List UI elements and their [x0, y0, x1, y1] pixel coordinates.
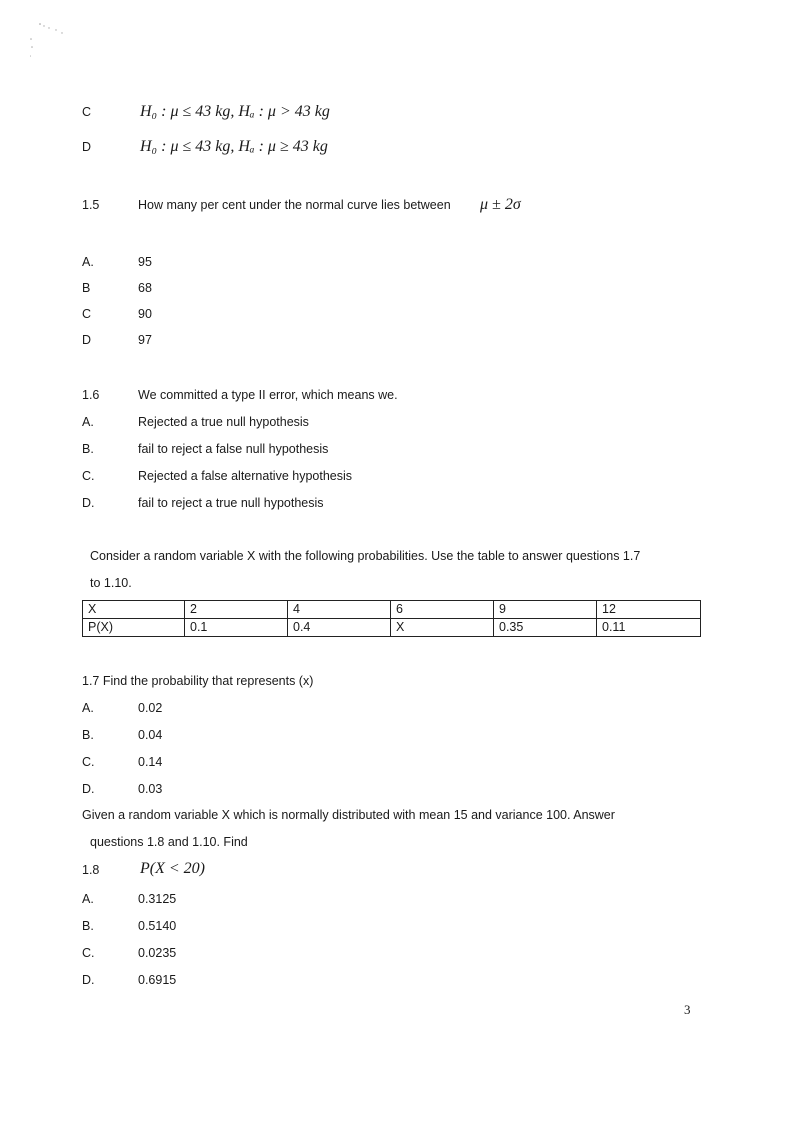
option-text: 0.03 — [138, 782, 163, 796]
option-text: 0.5140 — [138, 919, 177, 933]
table-cell: 0.11 — [597, 619, 701, 637]
option-text: 0.3125 — [138, 892, 177, 906]
table-cell: 0.35 — [494, 619, 597, 637]
option-text: 90 — [138, 307, 152, 321]
option-letter: D — [82, 333, 92, 347]
option-letter: C. — [82, 755, 95, 769]
table-row — [83, 601, 701, 619]
option-text: Rejected a true null hypothesis — [138, 415, 309, 429]
option-text: 95 — [138, 255, 152, 269]
option-text: fail to reject a true null hypothesis — [138, 496, 324, 510]
option-math: H₀ : μ ≤ 43 kg, Hₐ : μ ≥ 43 kg — [140, 138, 328, 155]
table-cell: X — [391, 619, 494, 637]
option-letter: D — [82, 140, 92, 154]
table-cell: 4 — [288, 601, 391, 619]
question-text: We committed a type II error, which means we. — [138, 388, 398, 402]
option-text: 97 — [138, 333, 152, 347]
option-text: Rejected a false alternative hypothesis — [138, 469, 353, 483]
option-letter: D. — [82, 782, 95, 796]
table-cell: 6 — [391, 601, 494, 619]
table-cell: 0.4 — [288, 619, 391, 637]
option-letter: C. — [82, 946, 95, 960]
option-letter: B. — [82, 728, 94, 742]
question-math: μ ± 2σ — [480, 196, 521, 213]
option-letter: D. — [82, 973, 95, 987]
option-letter: A. — [82, 255, 94, 269]
table-cell: 2 — [185, 601, 288, 619]
table-cell: P(X) — [83, 619, 185, 637]
table-row — [83, 619, 701, 637]
option-text: 0.14 — [138, 755, 163, 769]
option-letter: B. — [82, 442, 94, 456]
option-letter: A. — [82, 892, 94, 906]
option-letter: C — [82, 307, 92, 321]
probability-table — [82, 600, 701, 637]
option-math: H₀ : μ ≤ 43 kg, Hₐ : μ > 43 kg — [140, 103, 330, 120]
table-intro-line: Consider a random variable X with the following probabilities. Use the table to answer questions 1.7 — [90, 549, 641, 563]
page-number: 3 — [684, 1002, 691, 1017]
option-letter: A. — [82, 701, 94, 715]
option-text: 0.02 — [138, 701, 163, 715]
question-number: 1.8 — [82, 863, 100, 877]
table-cell: 12 — [597, 601, 701, 619]
question-number: 1.6 — [82, 388, 100, 402]
question-text: How many per cent under the normal curve lies between — [138, 198, 451, 212]
option-letter: B. — [82, 919, 94, 933]
option-letter: C. — [82, 469, 95, 483]
question-text: 1.7 Find the probability that represents (x) — [82, 674, 314, 688]
normal-intro-line: Given a random variable X which is normally distributed with mean 15 and variance 100. Answer — [82, 808, 615, 822]
question-math: P(X < 20) — [140, 860, 205, 877]
normal-intro-line: questions 1.8 and 1.10. Find — [90, 835, 248, 849]
question-number: 1.5 — [82, 198, 100, 212]
option-text: fail to reject a false null hypothesis — [138, 442, 329, 456]
option-text: 0.04 — [138, 728, 163, 742]
option-text: 0.0235 — [138, 946, 177, 960]
table-cell: 9 — [494, 601, 597, 619]
option-text: 0.6915 — [138, 973, 177, 987]
option-letter: A. — [82, 415, 94, 429]
table-intro-line: to 1.10. — [90, 576, 132, 590]
option-letter: B — [82, 281, 91, 295]
scan-marks — [30, 22, 80, 62]
table-cell: X — [83, 601, 185, 619]
option-text: 68 — [138, 281, 152, 295]
option-letter: C — [82, 105, 92, 119]
option-letter: D. — [82, 496, 95, 510]
table-cell: 0.1 — [185, 619, 288, 637]
